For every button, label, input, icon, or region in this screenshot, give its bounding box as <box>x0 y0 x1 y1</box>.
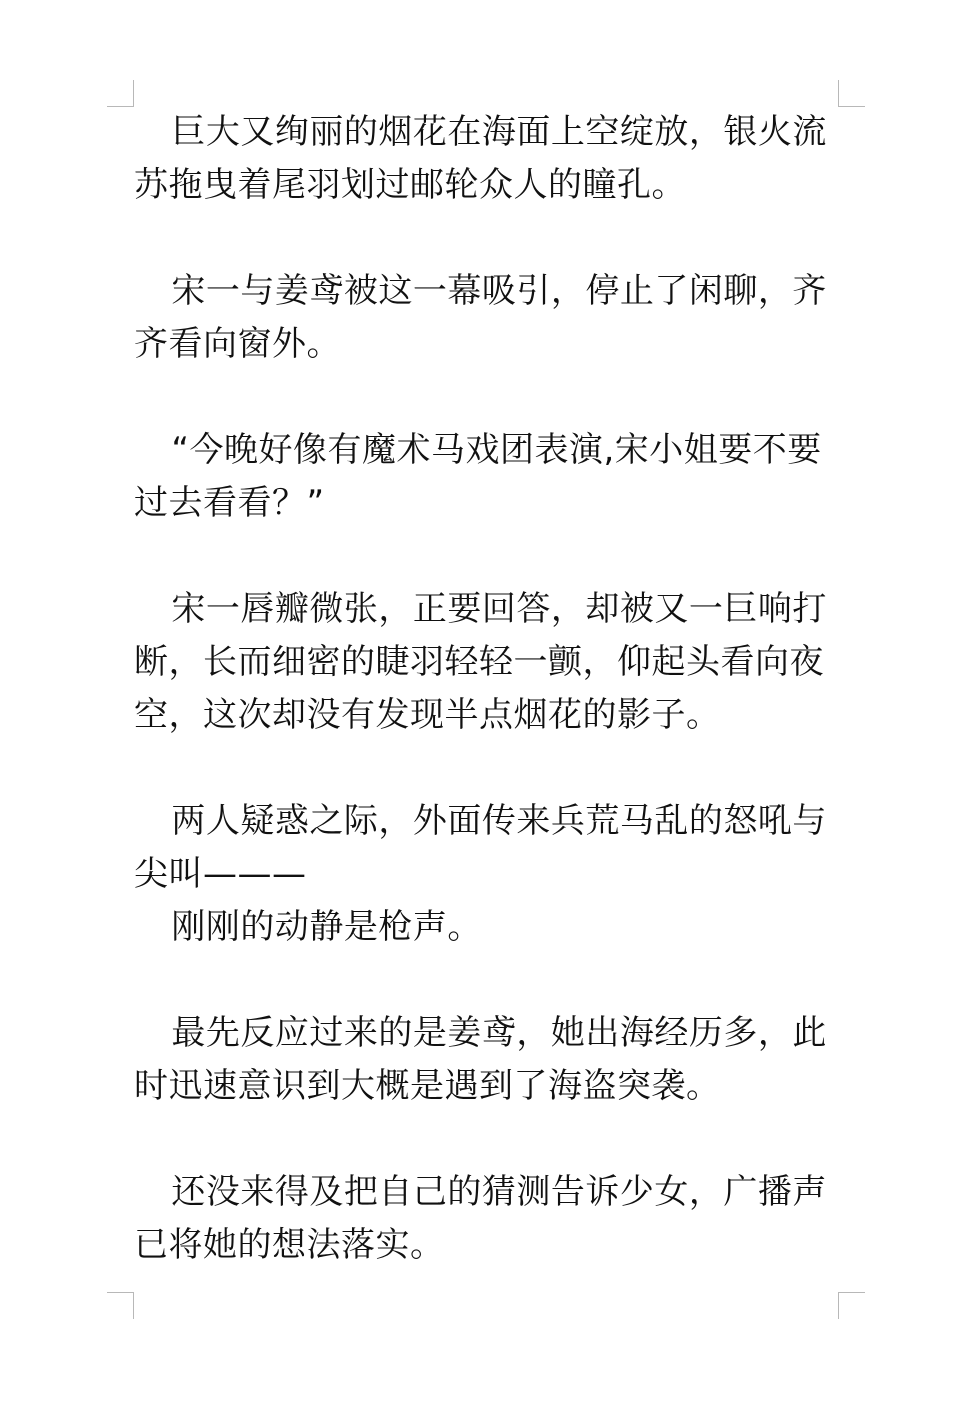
crop-mark-top-right <box>838 80 865 107</box>
paragraph: 宋一唇瓣微张，正要回答，却被又一巨响打断，长而细密的睫羽轻轻一颤，仰起头看向夜空，这次却没有发现半点烟花的影子。 <box>134 589 827 735</box>
paragraph: 巨大又绚丽的烟花在海面上空绽放，银火流苏拖曳着尾羽划过邮轮众人的瞳孔。 <box>134 112 827 205</box>
paragraph: 刚刚的动静是枪声。 <box>171 907 482 947</box>
document-body <box>134 106 839 1272</box>
paragraph: 还没来得及把自己的猜测告诉少女，广播声已将她的想法落实。 <box>134 1172 827 1265</box>
paragraph: 最先反应过来的是姜鸢，她出海经历多，此时迅速意识到大概是遇到了海盗突袭。 <box>134 1013 827 1106</box>
crop-mark-top-left <box>107 80 134 107</box>
crop-mark-bottom-right <box>838 1292 865 1319</box>
crop-mark-bottom-left <box>107 1292 134 1319</box>
paragraph: 宋一与姜鸢被这一幕吸引，停止了闲聊，齐齐看向窗外。 <box>134 271 827 364</box>
paragraph: “今晚好像有魔术马戏团表演,宋小姐要不要过去看看？” <box>134 430 822 523</box>
paragraph: 两人疑惑之际，外面传来兵荒马乱的怒吼与尖叫——— <box>134 801 827 894</box>
